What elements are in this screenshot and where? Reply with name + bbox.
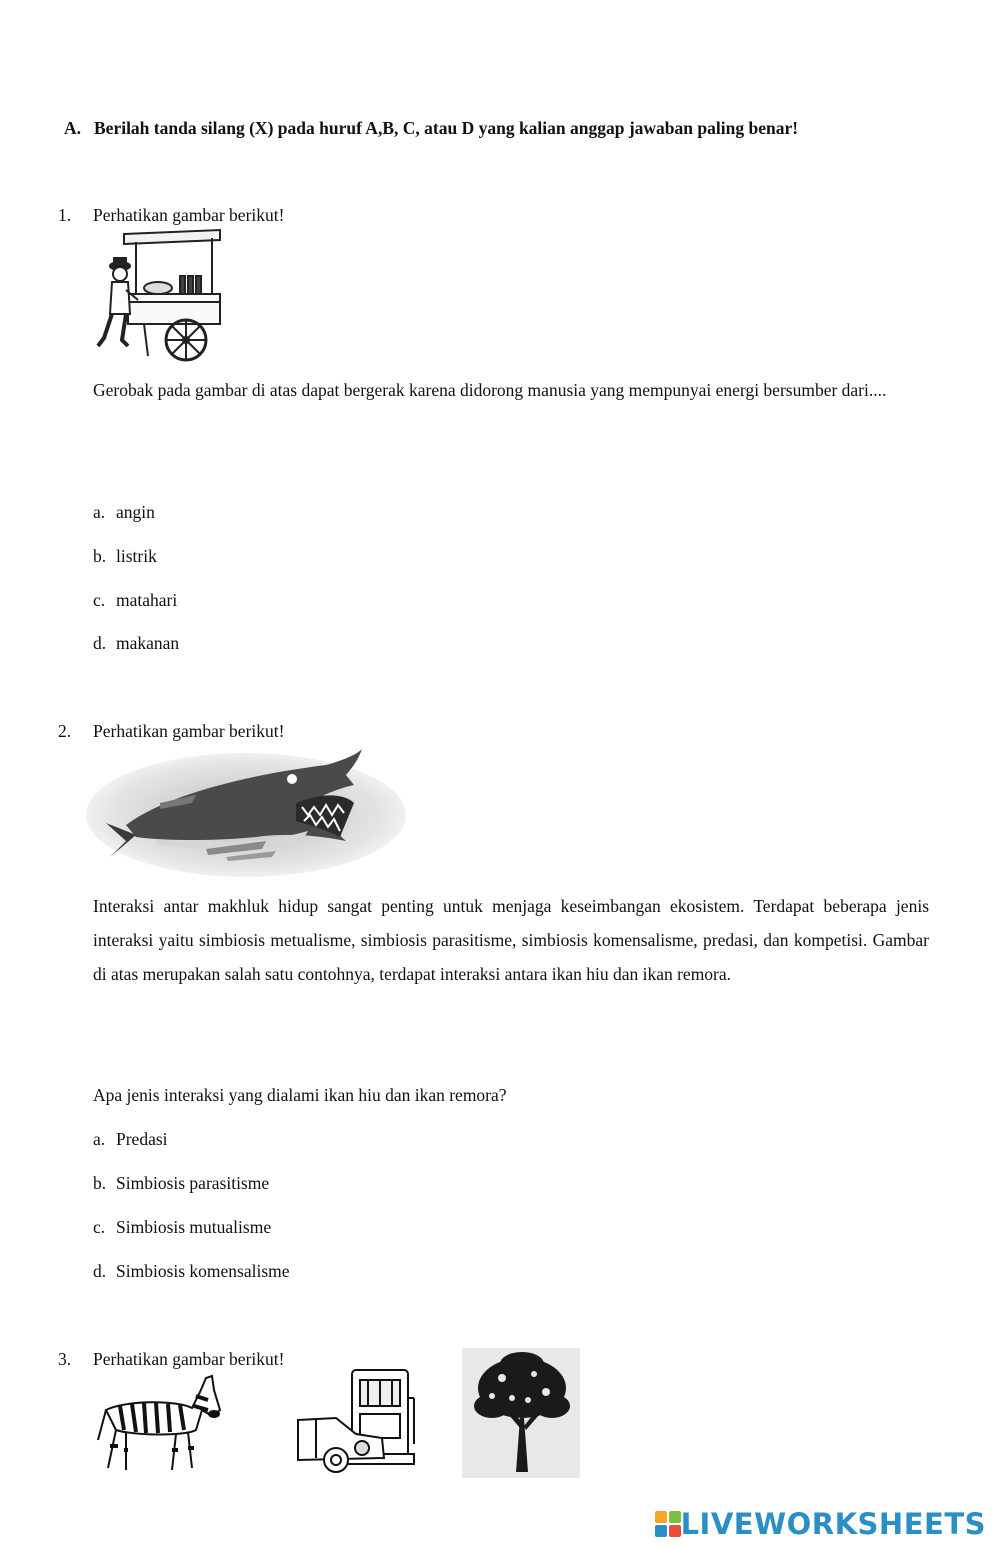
question-2-text: Interaksi antar makhluk hidup sangat penting untuk menjaga keseimbangan ekosistem. Terdapat beberapa jenis interaksi yaitu simbiosis metualisme, simbiosis parasitisme, simbiosis komensalisme, predasi, dan kompetisi. Gambar di atas merupakan salah satu contohnya, terdapat interaksi antara ikan hiu dan ikan remora. bbox=[93, 896, 929, 984]
question-2-option-a[interactable] bbox=[93, 1129, 168, 1150]
option-letter: b. bbox=[93, 546, 107, 566]
question-1-prompt: Perhatikan gambar berikut! bbox=[93, 205, 285, 225]
question-1-option-b[interactable] bbox=[93, 546, 157, 567]
option-label: Simbiosis komensalisme bbox=[116, 1261, 290, 1281]
question-2-number: 2. bbox=[58, 721, 72, 741]
option-letter: a. bbox=[93, 502, 106, 522]
liveworksheets-logo-icon bbox=[655, 1511, 681, 1537]
section-letter: A. bbox=[64, 118, 82, 138]
fuel-pump-car-icon bbox=[296, 1368, 416, 1476]
option-letter: c. bbox=[93, 1217, 106, 1237]
question-2-question: Apa jenis interaksi yang dialami ikan hiu dan ikan remora? bbox=[93, 1085, 507, 1105]
section-instruction-text: Berilah tanda silang (X) pada huruf A,B, C, atau D yang kalian anggap jawaban paling benar! bbox=[94, 118, 799, 138]
question-3-number: 3. bbox=[58, 1349, 72, 1369]
section-instruction bbox=[64, 118, 798, 139]
option-label: angin bbox=[116, 502, 155, 522]
liveworksheets-brand[interactable] bbox=[655, 1504, 986, 1544]
option-label: matahari bbox=[116, 590, 178, 610]
shark-remora-icon bbox=[96, 745, 416, 881]
option-label: Simbiosis parasitisme bbox=[116, 1173, 270, 1193]
question-2-prompt: Perhatikan gambar berikut! bbox=[93, 721, 285, 741]
question-1-text: Gerobak pada gambar di atas dapat bergerak karena didorong manusia yang mempunyai energi bersumber dari.... bbox=[93, 380, 887, 400]
question-1-option-a[interactable] bbox=[93, 502, 155, 523]
question-1-option-c[interactable] bbox=[93, 590, 177, 611]
question-2-option-b[interactable] bbox=[93, 1173, 269, 1194]
option-letter: c. bbox=[93, 590, 106, 610]
tree-icon bbox=[462, 1348, 580, 1478]
question-1-option-d[interactable] bbox=[93, 633, 179, 654]
question-3-prompt: Perhatikan gambar berikut! bbox=[93, 1349, 285, 1369]
option-label: makanan bbox=[116, 633, 180, 653]
option-letter: d. bbox=[93, 633, 107, 653]
question-2-option-c[interactable] bbox=[93, 1217, 271, 1238]
option-label: Predasi bbox=[116, 1129, 168, 1149]
zebra-icon bbox=[96, 1370, 222, 1476]
option-label: listrik bbox=[116, 546, 157, 566]
question-1-number: 1. bbox=[58, 205, 72, 225]
option-letter: d. bbox=[93, 1261, 107, 1281]
cart-pusher-icon bbox=[94, 228, 224, 370]
question-2-option-d[interactable] bbox=[93, 1261, 290, 1282]
option-letter: b. bbox=[93, 1173, 107, 1193]
brand-name: LIVEWORKSHEETS bbox=[680, 1507, 986, 1541]
option-label: Simbiosis mutualisme bbox=[116, 1217, 272, 1237]
option-letter: a. bbox=[93, 1129, 106, 1149]
